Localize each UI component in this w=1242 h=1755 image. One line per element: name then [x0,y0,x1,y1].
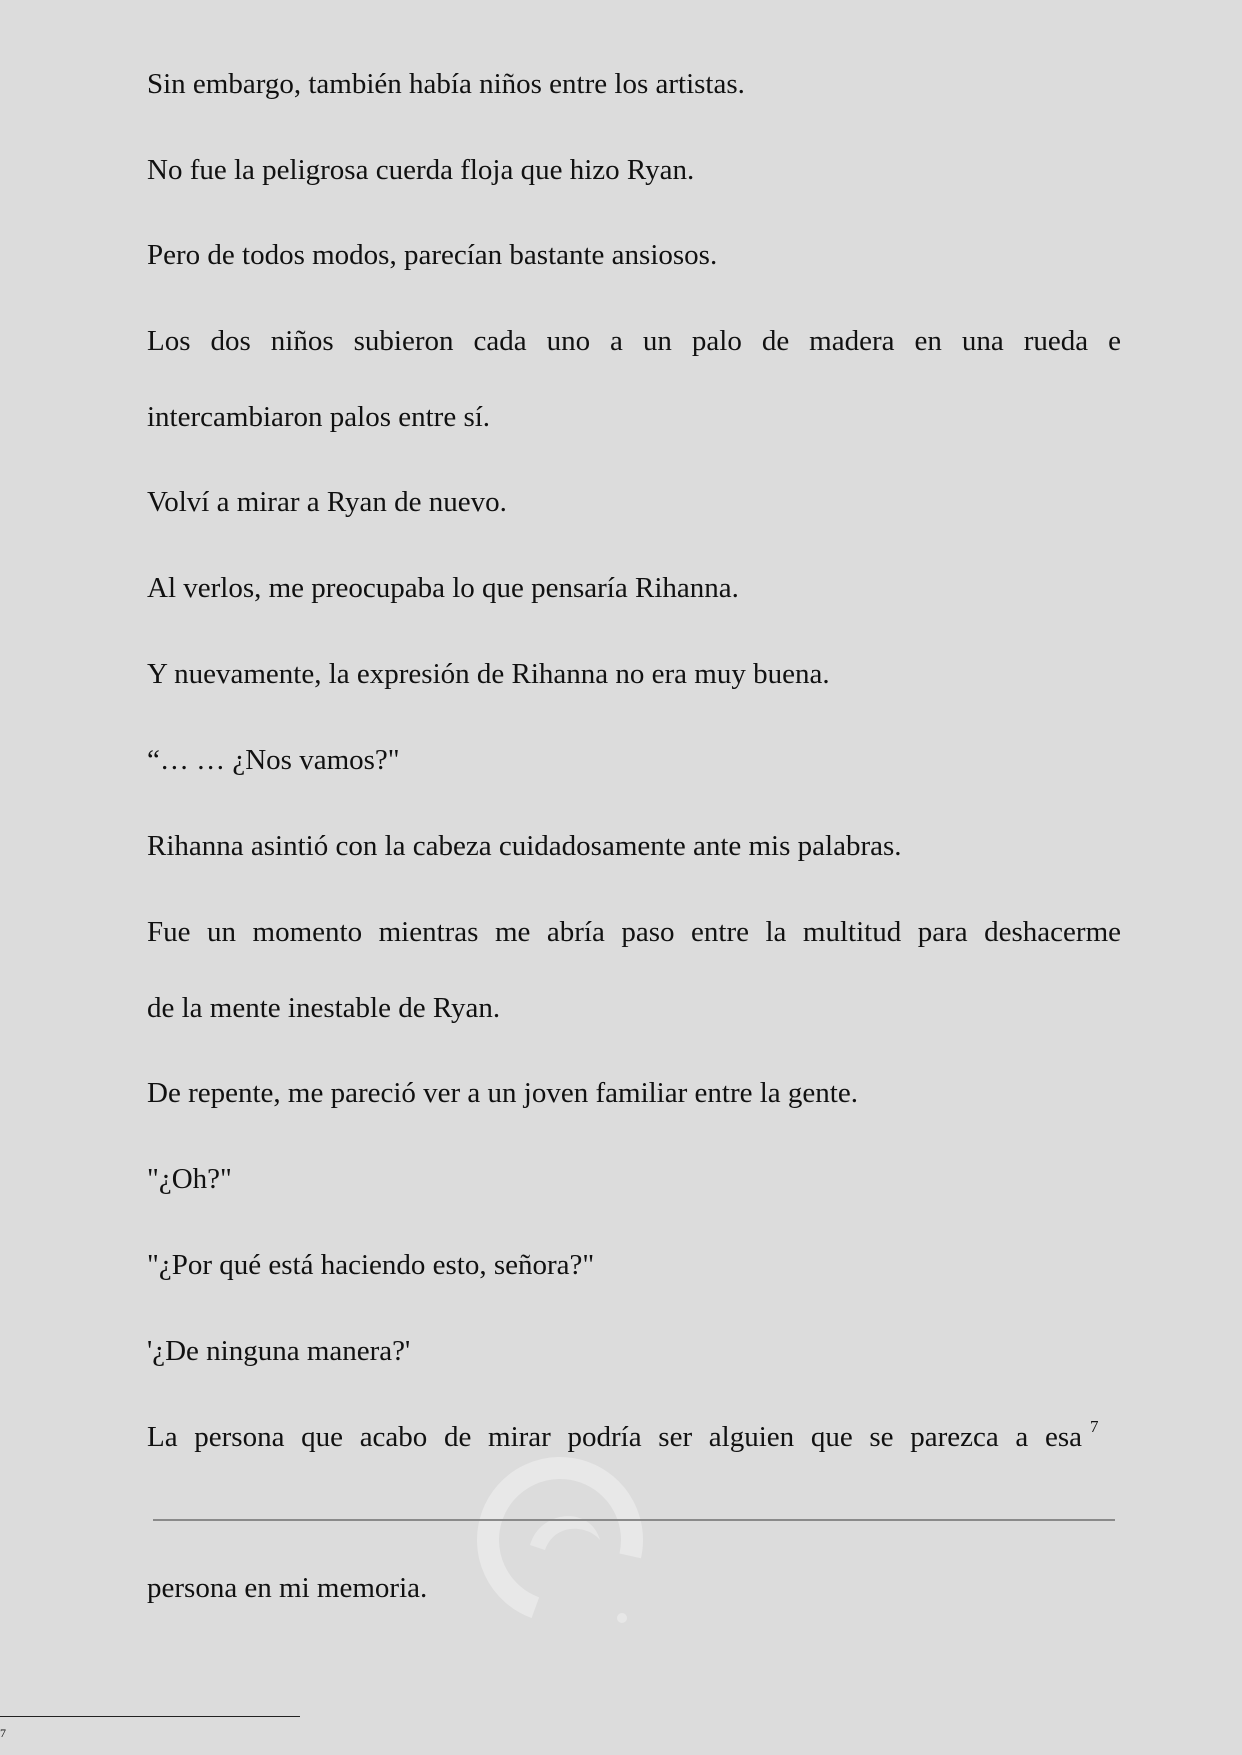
paragraph: Al verlos, me preocupaba lo que pensaría Rihanna. [147,572,739,604]
footnote-marker[interactable]: 7 [1090,1417,1099,1436]
paragraph: Pero de todos modos, parecían bastante ansiosos. [147,239,718,271]
paragraph: No fue la peligrosa cuerda floja que hizo Ryan. [147,154,695,186]
paragraph: Rihanna asintió con la cabeza cuidadosamente ante mis palabras. [147,830,902,862]
page-break-rule [153,1519,1115,1521]
paragraph: "¿Oh?" [147,1163,232,1195]
paragraph: Los dos niños subieron cada uno a un palo de madera en una rueda e [147,325,1121,357]
paragraph: Sin embargo, también había niños entre los artistas. [147,68,745,100]
paragraph: "¿Por qué está haciendo esto, señora?" [147,1249,595,1281]
paragraph: Y nuevamente, la expresión de Rihanna no era muy buena. [147,658,830,690]
paragraph-with-footnote [147,1417,1107,1458]
paragraph: persona en mi memoria. [147,1572,428,1604]
paragraph: Volví a mirar a Ryan de nuevo. [147,486,507,518]
footnote-number: 7 [0,1726,6,1740]
paragraph: Fue un momento mientras me abría paso entre la multitud para deshacerme [147,916,1121,948]
footnote-separator [0,1716,300,1717]
paragraph: “… … ¿Nos vamos?" [147,744,400,776]
paragraph-text: La persona que acabo de mirar podría ser alguien que se parezca a esa [147,1421,1082,1453]
paragraph: intercambiaron palos entre sí. [147,401,491,433]
paragraph: '¿De ninguna manera?' [147,1335,411,1367]
paragraph: De repente, me pareció ver a un joven familiar entre la gente. [147,1077,858,1109]
paragraph: de la mente inestable de Ryan. [147,992,501,1024]
